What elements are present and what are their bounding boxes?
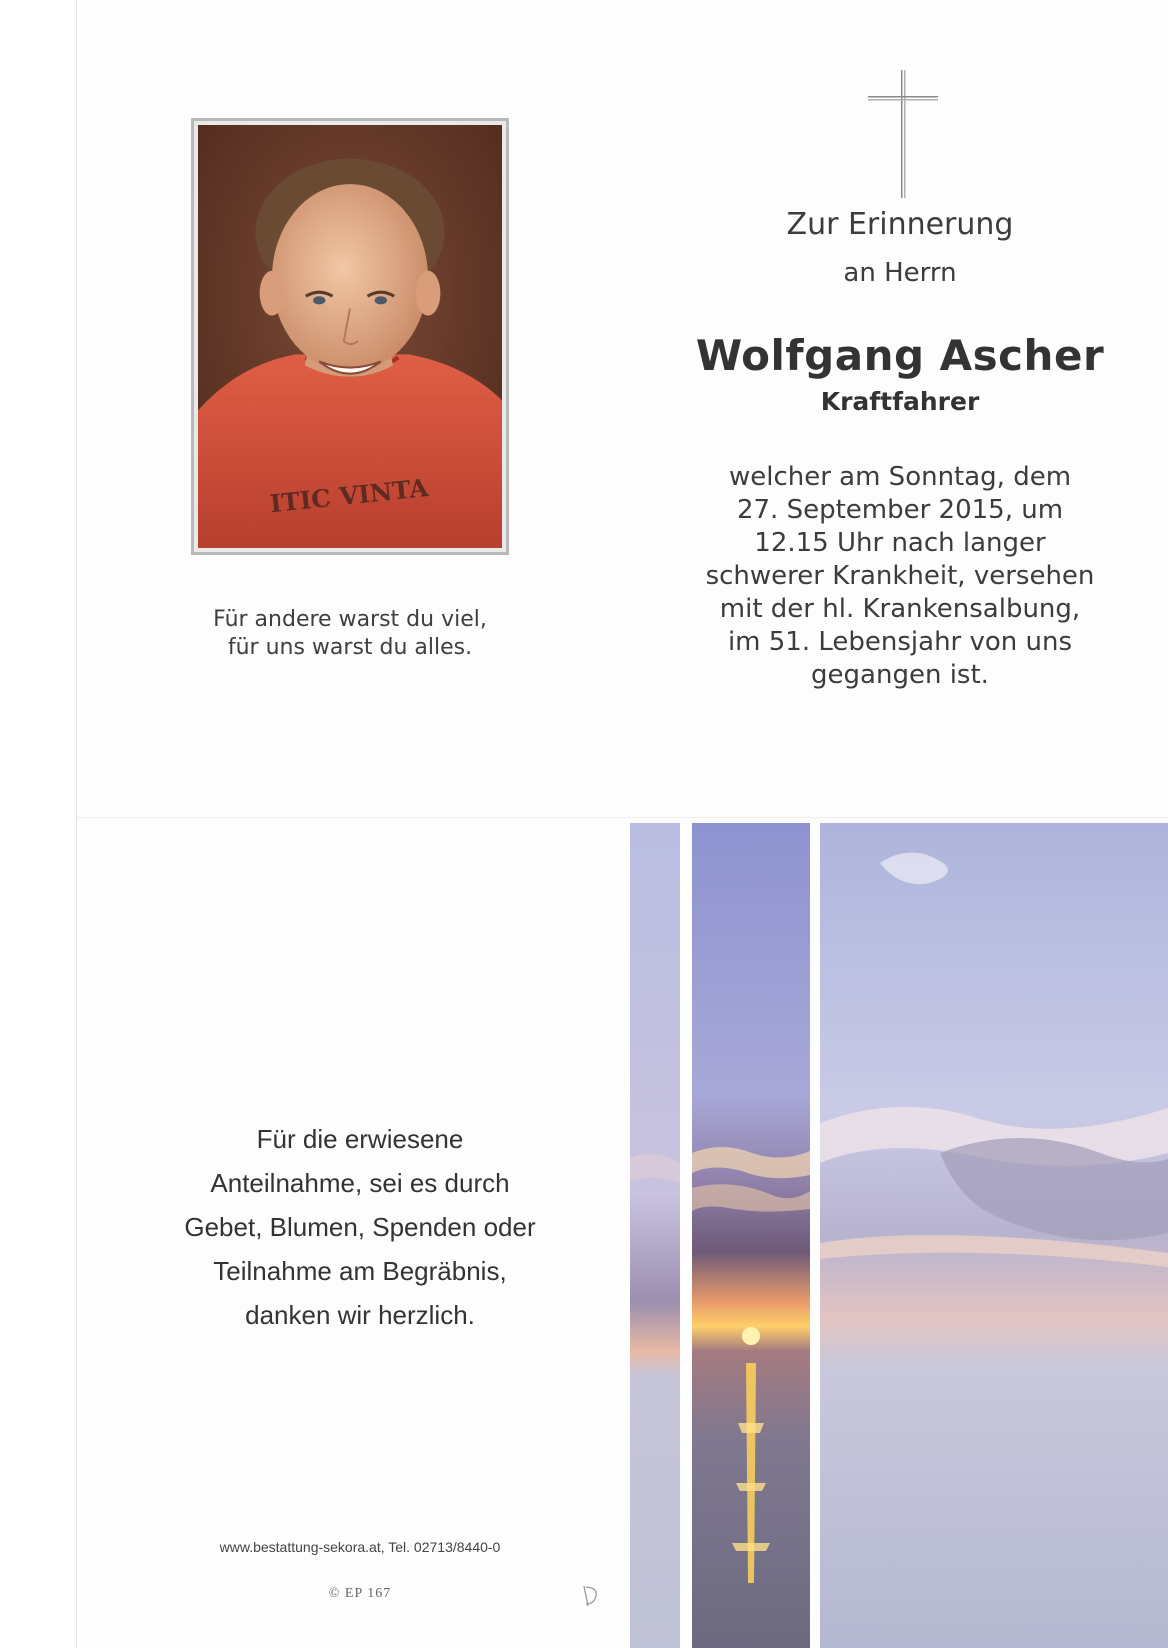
announcement-line: im 51. Lebensjahr von uns bbox=[727, 627, 1073, 657]
motto-line: Für andere warst du viel, bbox=[213, 607, 487, 632]
thank-you-line: Für die erwiesene bbox=[256, 1124, 464, 1154]
thank-you-line: danken wir herzlich. bbox=[245, 1300, 475, 1330]
thank-you-line: Anteilnahme, sei es durch bbox=[210, 1168, 510, 1198]
handwritten-mark bbox=[578, 1582, 602, 1610]
product-code: © EP 167 bbox=[328, 1586, 392, 1601]
announcement-line: welcher am Sonntag, dem bbox=[728, 462, 1072, 492]
sunset-panel-center bbox=[692, 823, 810, 1648]
remembrance-heading: Zur Erinnerung bbox=[786, 207, 1014, 242]
motto bbox=[140, 606, 560, 662]
thank-you-text bbox=[120, 1117, 600, 1337]
thank-you-line: Teilnahme am Begräbnis, bbox=[213, 1256, 507, 1286]
thank-you-line: Gebet, Blumen, Spenden oder bbox=[184, 1212, 536, 1242]
portrait-frame bbox=[191, 118, 509, 555]
cross-icon bbox=[868, 70, 938, 198]
deceased-name: Wolfgang Ascher bbox=[695, 331, 1105, 380]
honorific-prefix: an Herrn bbox=[843, 258, 957, 288]
sunset-panel-left bbox=[630, 823, 680, 1648]
portrait-photo bbox=[198, 125, 502, 548]
funeral-home-contact: www.bestattung-sekora.at, Tel. 02713/8440-0 bbox=[219, 1539, 501, 1555]
announcement-line: schwerer Krankheit, versehen bbox=[705, 561, 1095, 591]
sunset-panel-right bbox=[820, 823, 1168, 1648]
announcement-text bbox=[680, 461, 1120, 692]
announcement-line: gegangen ist. bbox=[811, 660, 989, 690]
occupation: Kraftfahrer bbox=[820, 387, 980, 416]
shirt-print: ITIC VINTA bbox=[268, 473, 430, 519]
motto-line: für uns warst du alles. bbox=[227, 635, 473, 660]
announcement-line: mit der hl. Krankensalbung, bbox=[719, 594, 1081, 624]
announcement-line: 27. September 2015, um bbox=[736, 495, 1064, 525]
fold-line bbox=[77, 817, 1168, 818]
announcement-line: 12.15 Uhr nach langer bbox=[754, 528, 1046, 558]
